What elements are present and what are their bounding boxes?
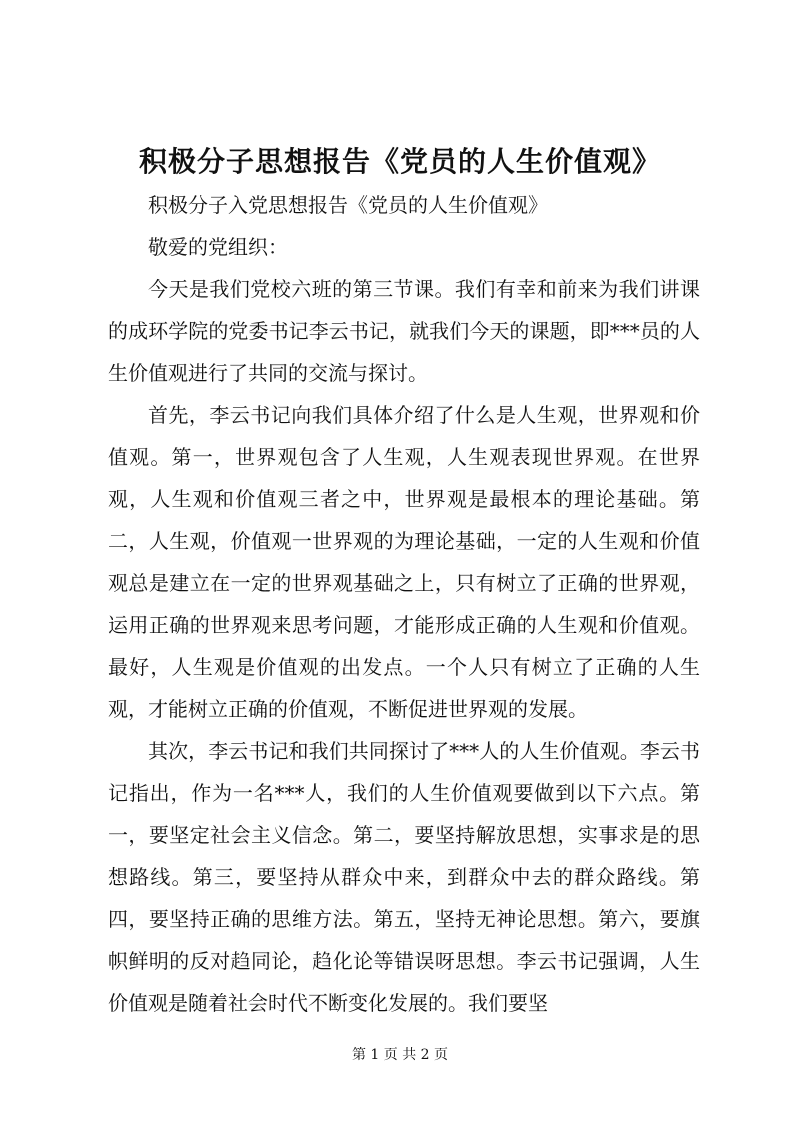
paragraph-subtitle: 积极分子入党思想报告《党员的人生价值观》 [148,193,548,217]
paragraph-first-point: 首先，李云书记向我们具体介绍了什么是人生观，世界观和价值观。第一，世界观包含了人生观，人生观表现世界观。在世界观，人生观和价值观三者之中，世界观是最根本的理论基础。第二，人生观，价值观一世界观的为理论基础，一定的人生观和价值观总是建立在一定的世界观基础之上，只有树立了正确的世界观，运用正确的世界观来思考问题，才能形成正确的人生观和价值观。最好，人生观是价值观的出发点。一个人只有树立了正确的人生观，才能树立正确的价值观，不断促进世界观的发展。 [108,403,700,721]
paragraph-salutation: 敬爱的党组织： [148,235,288,259]
document-body [108,184,700,1024]
paragraph-intro: 今天是我们党校六班的第三节课。我们有幸和前来为我们讲课的成环学院的党委书记李云书记，就我们今天的课题，即***员的人生价值观进行了共同的交流与探讨。 [108,277,700,385]
page-footer: 第 1 页 共 2 页 [351,1047,449,1063]
document-title: 积极分子思想报告《党员的人生价值观》 [138,145,661,178]
paragraph-second-point: 其次，李云书记和我们共同探讨了***人的人生价值观。李云书记指出，作为一名***人，我们的人生价值观要做到以下六点。第一，要坚定社会主义信念。第二，要坚持解放思想，实事求是的思想路线。第三，要坚持从群众中来，到群众中去的群众路线。第四，要坚持正确的思维方法。第五，坚持无神论思想。第六，要旗帜鲜明的反对趋同论，趋化论等错误呀思想。李云书记强调，人生价值观是随着社会时代不断变化发展的。我们要坚 [108,739,700,1015]
